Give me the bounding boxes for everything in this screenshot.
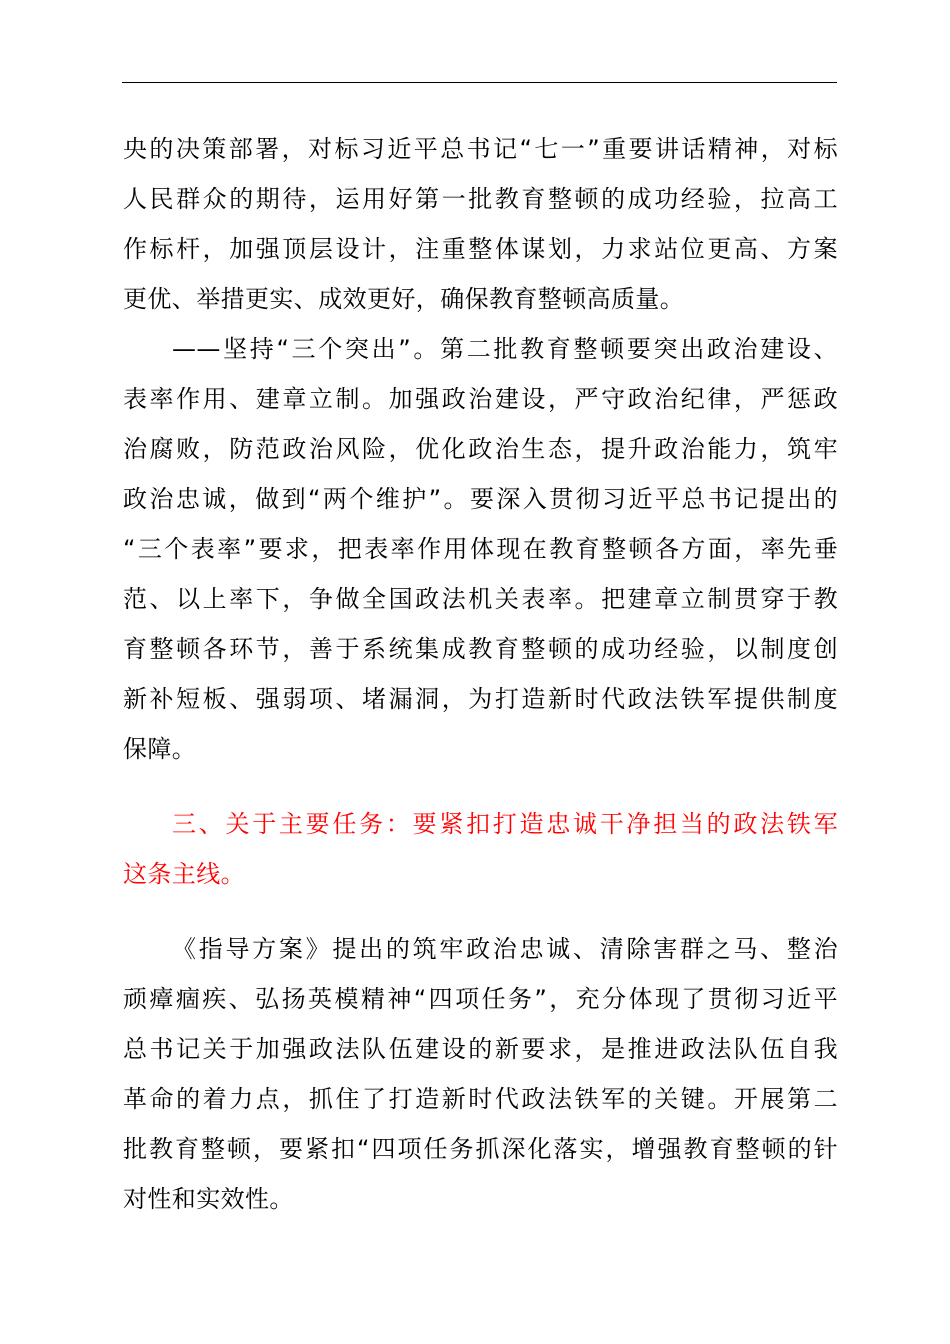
document-body <box>123 124 838 1224</box>
paragraph-2 <box>123 324 838 774</box>
text-line: 对性和实效性。 <box>123 1185 294 1213</box>
text-line: 范、以上率下，争做全国政法机关表率。把建章立制贯穿于教 <box>123 585 838 613</box>
heading-line: 三、关于主要任务：要紧扣打造忠诚干净担当的政法铁军 <box>172 810 838 838</box>
text-line: 政治忠诚，做到“两个维护”。要深入贯彻习近平总书记提出的 <box>123 485 838 513</box>
text-line: 育整顿各环节，善于系统集成教育整顿的成功经验，以制度创 <box>123 635 838 663</box>
text-line: ——坚持“三个突出”。第二批教育整顿要突出政治建设、 <box>172 335 838 363</box>
text-line: 顽瘴痼疾、弘扬英模精神“四项任务”，充分体现了贯彻习近平 <box>123 985 838 1013</box>
text-line: 《指导方案》提出的筑牢政治忠诚、清除害群之马、整治 <box>172 935 838 963</box>
text-line: 新补短板、强弱项、堵漏洞，为打造新时代政法铁军提供制度 <box>123 685 838 713</box>
text-line: 保障。 <box>123 735 197 763</box>
section-heading <box>123 799 838 899</box>
text-line: 央的决策部署，对标习近平总书记“七一”重要讲话精神，对标 <box>123 135 838 163</box>
header-rule <box>122 82 837 83</box>
paragraph-3 <box>123 924 838 1224</box>
text-line: “三个表率”要求，把表率作用体现在教育整顿各方面，率先垂 <box>123 535 838 563</box>
text-line: 更优、举措更实、成效更好，确保教育整顿高质量。 <box>123 285 685 313</box>
text-line: 表率作用、建章立制。加强政治建设，严守政治纪律，严惩政 <box>123 385 838 413</box>
paragraph-1 <box>123 124 838 324</box>
text-line: 革命的着力点，抓住了打造新时代政法铁军的关键。开展第二 <box>123 1085 838 1113</box>
text-line: 治腐败，防范政治风险，优化政治生态，提升政治能力，筑牢 <box>123 435 838 463</box>
text-line: 批教育整顿，要紧扣“四项任务抓深化落实，增强教育整顿的针 <box>123 1135 838 1163</box>
heading-line: 这条主线。 <box>123 860 245 888</box>
text-line: 人民群众的期待，运用好第一批教育整顿的成功经验，拉高工 <box>123 185 838 213</box>
text-line: 作标杆，加强顶层设计，注重整体谋划，力求站位更高、方案 <box>123 235 838 263</box>
text-line: 总书记关于加强政法队伍建设的新要求，是推进政法队伍自我 <box>123 1035 838 1063</box>
